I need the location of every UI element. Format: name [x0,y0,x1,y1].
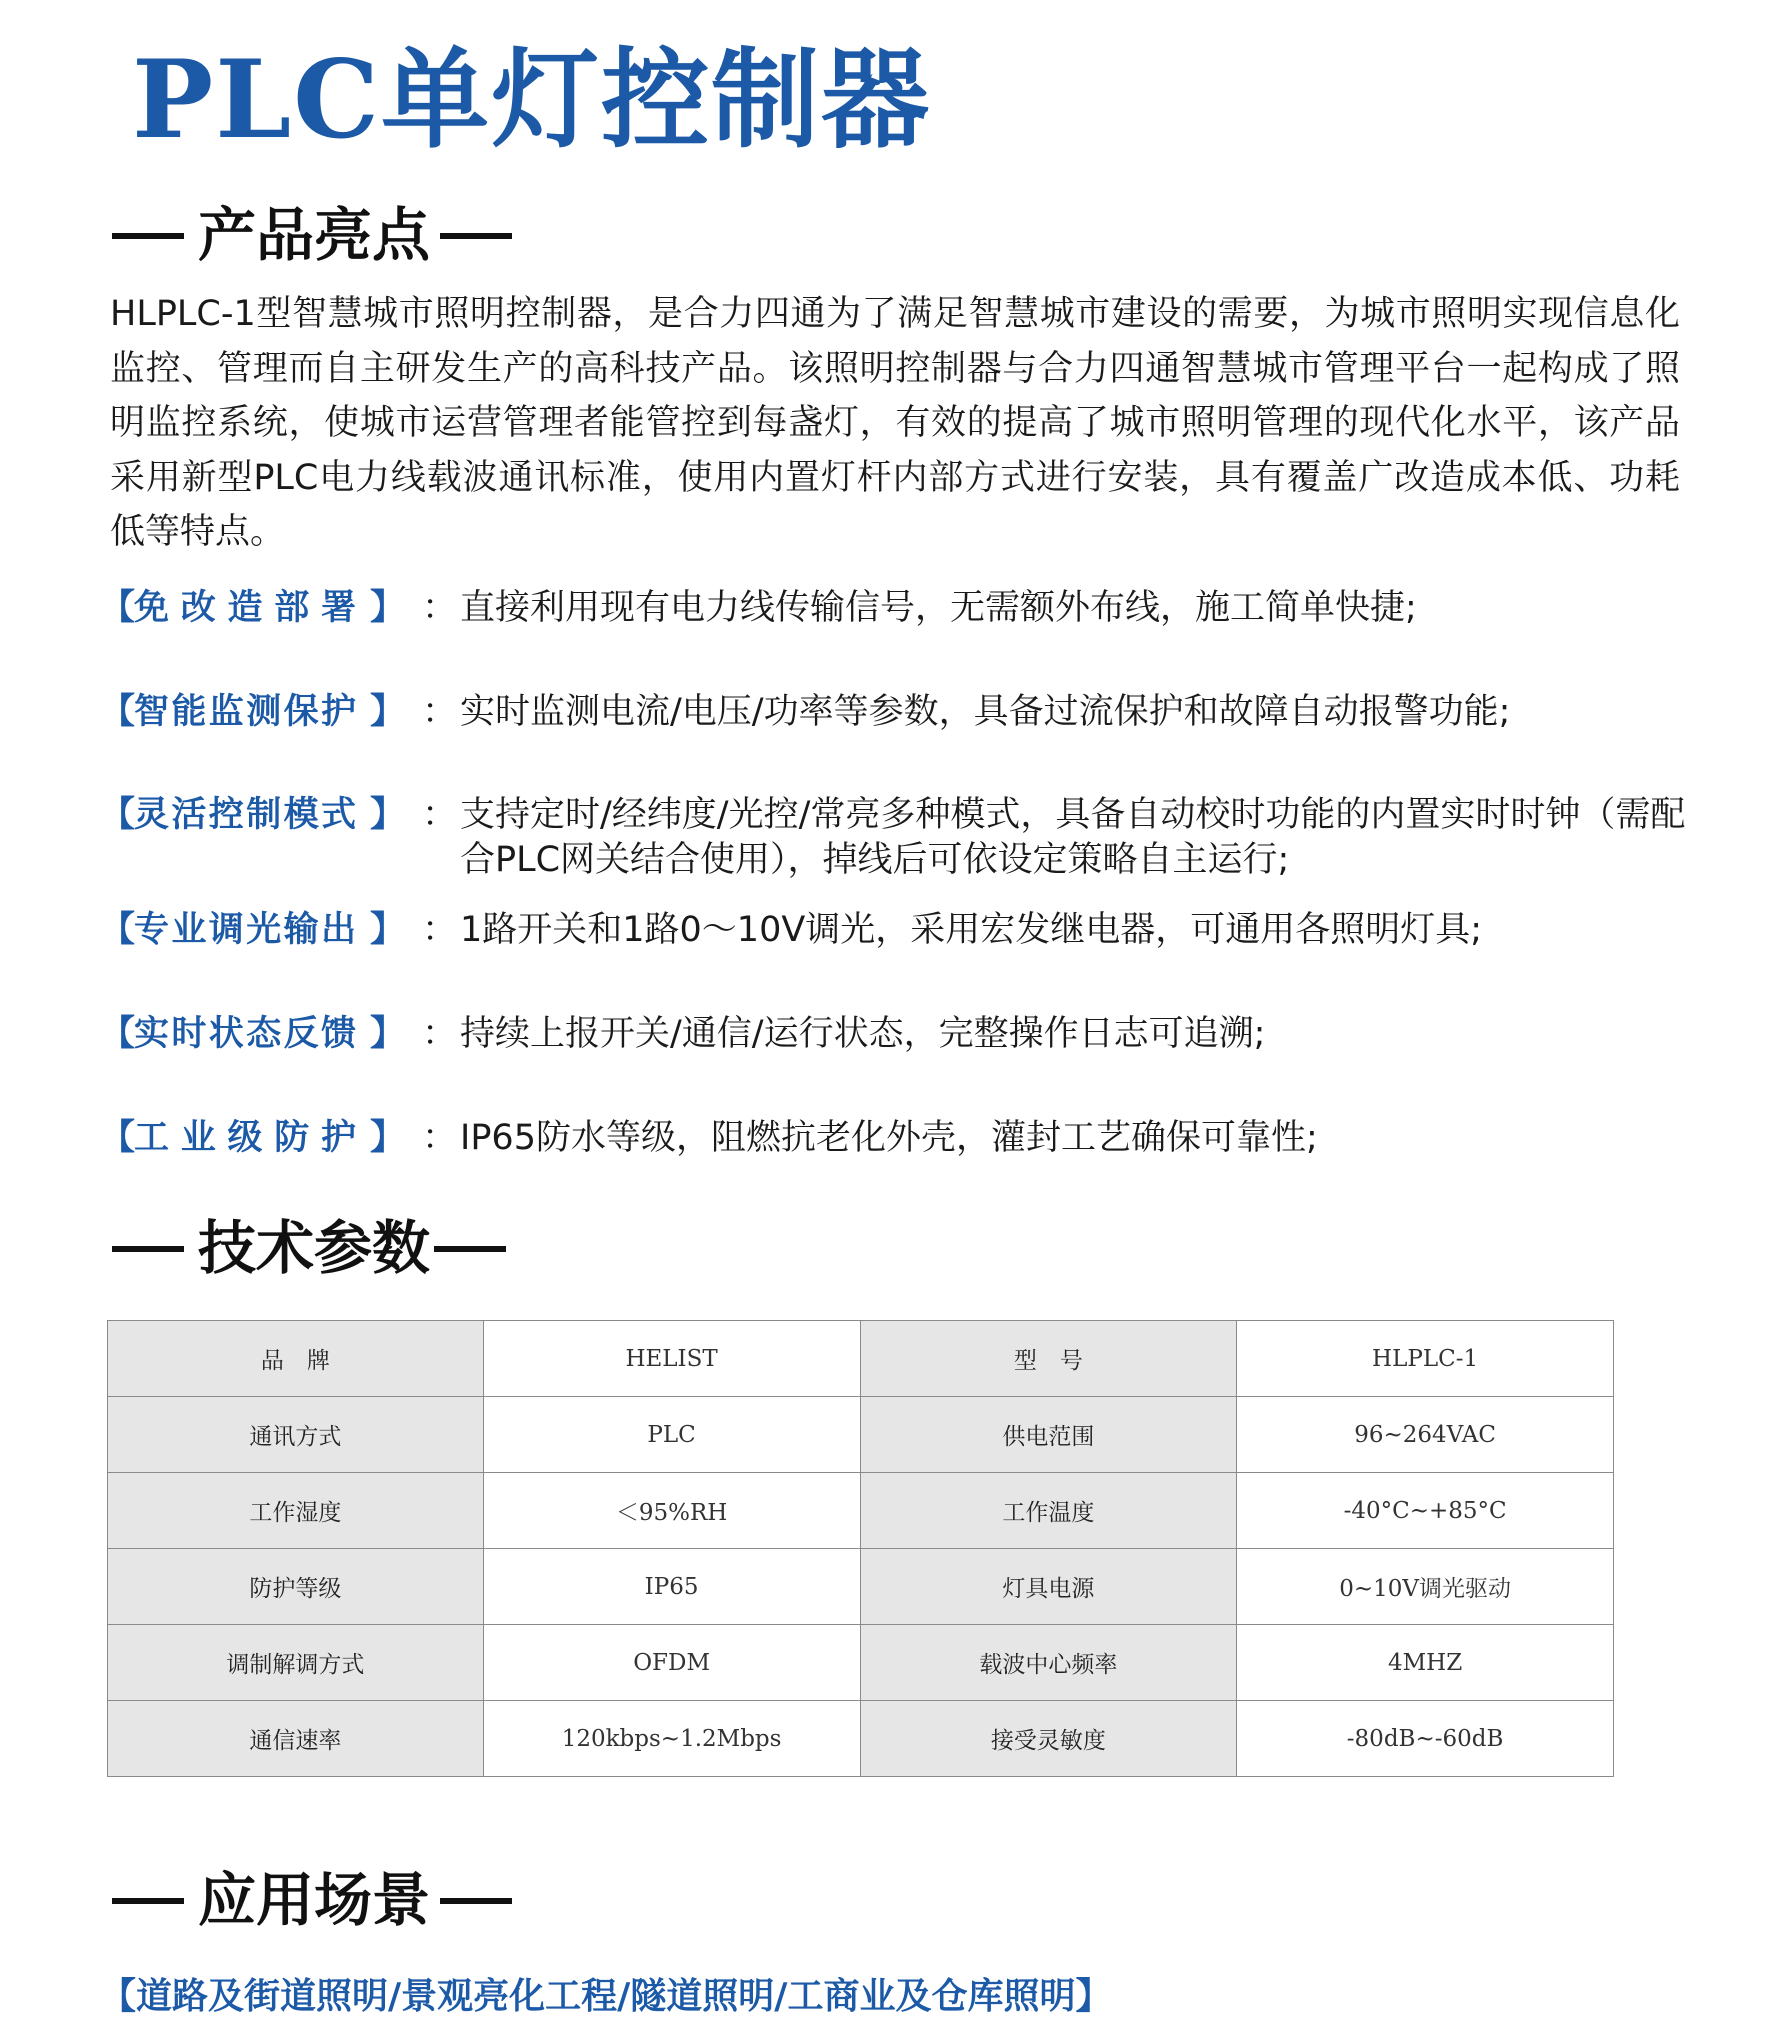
heading-dash-right [440,1898,512,1904]
spec-key: 供电范围 [860,1397,1237,1473]
feature-desc: IP65防水等级，阻燃抗老化外壳，灌封工艺确保可靠性; [460,1118,1318,1158]
spec-key: 型 号 [860,1321,1237,1397]
spec-value: -40°C~+85°C [1237,1473,1614,1549]
feature-name: 免改造部署 [134,588,356,628]
table-row [108,1701,1614,1777]
bracket-right: 】 [370,1014,406,1054]
spec-value: HELIST [483,1321,860,1397]
feature-colon: ： [422,910,458,950]
bracket-left: 【 [100,795,136,835]
spec-value: PLC [483,1397,860,1473]
section-heading-text: 应用场景 [198,1866,431,1934]
section-heading-text: 技术参数 [198,1214,431,1282]
spec-key: 工作湿度 [108,1473,484,1549]
spec-value: 4MHZ [1237,1625,1614,1701]
feature-name: 灵活控制模式 [134,795,356,835]
section-heading-applications [112,1865,512,1935]
spec-key: 通讯方式 [108,1397,484,1473]
section-heading-text: 产品亮点 [198,201,431,269]
feature-desc: 持续上报开关/通信/运行状态，完整操作日志可追溯; [460,1014,1266,1054]
feature-colon: ： [422,692,458,732]
table-row [108,1549,1614,1625]
spec-key: 品 牌 [108,1321,484,1397]
spec-key: 防护等级 [108,1549,484,1625]
intro-paragraph: HLPLC-1型智慧城市照明控制器，是合力四通为了满足智慧城市建设的需要，为城市照明实现信息化监控、管理而自主研发生产的高科技产品。该照明控制器与合力四通智慧城市管理平台一起构成了照明监控系统，使城市运营管理者能管控到每盏灯，有效的提高了城市照明管理的现代化水平，该产品采用新型PLC电力线载波通讯标准，使用内置灯杆内部方式进行安装，具有覆盖广改造成本低、功耗低等特点。 [110,294,1680,552]
bracket-right: 】 [370,588,406,628]
bracket-left: 【 [100,910,136,950]
feature-colon: ： [422,795,458,835]
table-row [108,1625,1614,1701]
spec-value: HLPLC-1 [1237,1321,1614,1397]
bracket-left: 【 [100,1118,136,1158]
heading-dash-right [434,1246,506,1252]
heading-dash-left [112,233,184,239]
table-row [108,1321,1614,1397]
spec-value: 0~10V调光驱动 [1237,1549,1614,1625]
spec-value: IP65 [483,1549,860,1625]
feature-desc: 实时监测电流/电压/功率等参数，具备过流保护和故障自动报警功能; [460,692,1511,732]
spec-value: ＜95%RH [483,1473,860,1549]
spec-key: 工作温度 [860,1473,1237,1549]
feature-name: 专业调光输出 [134,910,356,950]
section-heading-specs [112,1213,506,1283]
heading-dash-right [440,233,512,239]
spec-value: -80dB~-60dB [1237,1701,1614,1777]
spec-key: 灯具电源 [860,1549,1237,1625]
bracket-right: 】 [370,795,406,835]
feature-name: 智能监测保护 [134,692,356,732]
spec-key: 通信速率 [108,1701,484,1777]
feature-desc: 支持定时/经纬度/光控/常亮多种模式，具备自动校时功能的内置实时时钟（需配合PLC网关结合使用），掉线后可依设定策略自主运行; [460,795,1686,880]
feature-colon: ： [422,1118,458,1158]
feature-colon: ： [422,1014,458,1054]
spec-value: 96~264VAC [1237,1397,1614,1473]
spec-key: 载波中心频率 [860,1625,1237,1701]
spec-key: 接受灵敏度 [860,1701,1237,1777]
spec-value: OFDM [483,1625,860,1701]
page-title: PLC单灯控制器 [132,37,932,163]
feature-name: 工业级防护 [134,1118,356,1158]
table-row [108,1473,1614,1549]
spec-value: 120kbps~1.2Mbps [483,1701,860,1777]
bracket-left: 【 [100,588,136,628]
spec-key: 调制解调方式 [108,1625,484,1701]
applications-list: 【道路及街道照明/景观亮化工程/隧道照明/工商业及仓库照明】 [100,1976,1112,2017]
heading-dash-left [112,1246,184,1252]
bracket-left: 【 [100,1014,136,1054]
feature-desc: 直接利用现有电力线传输信号，无需额外布线，施工简单快捷; [460,588,1417,628]
feature-desc: 1路开关和1路0～10V调光，采用宏发继电器，可通用各照明灯具; [460,910,1483,950]
bracket-right: 】 [370,1118,406,1158]
bracket-right: 】 [370,910,406,950]
heading-dash-left [112,1898,184,1904]
spec-table [107,1320,1614,1777]
bracket-left: 【 [100,692,136,732]
bracket-right: 】 [370,692,406,732]
feature-colon: ： [422,588,458,628]
section-heading-highlights [112,200,512,270]
table-row [108,1397,1614,1473]
feature-name: 实时状态反馈 [134,1014,356,1054]
